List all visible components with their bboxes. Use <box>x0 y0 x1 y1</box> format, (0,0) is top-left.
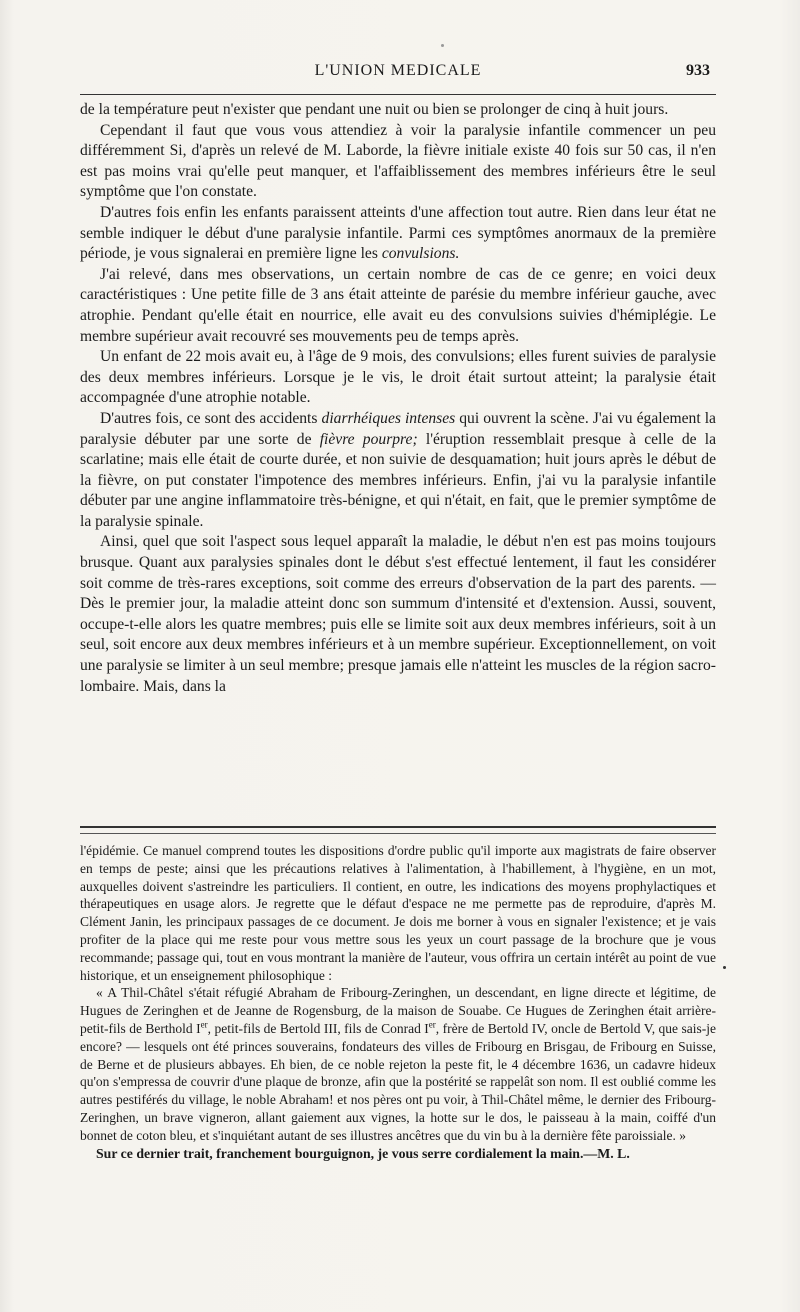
paragraph-text: D'autres fois, ce sont des accidents <box>100 409 322 427</box>
italic-term: diarrhéiques intenses <box>321 409 456 427</box>
quote-text: « A Thil-Châtel s'était réfugié Abraham de Fribourg-Zeringhen, un descendant, en ligne directe et légitime, de Hugues de Zeringhen et de Jeanne de Rogensburg, de la maison de Souabe. Ce Hugues de Zeringhen était arrière-petit-fils de Berthold I <box>80 985 716 1036</box>
footnote-quote <box>80 984 716 1144</box>
superscript: er <box>428 1019 436 1030</box>
paragraph-text: l'éruption ressemblait presque à celle de la scarlatine; mais elle était de courte durée, et non suivie de desquamation; huit jours après le début de la fièvre, on put constater l'impotence des membres inférieurs. Enfin, j'ai vu la paralysie infantile débuter par une angine inflammatoire très-bénigne, et qui n'était, en fait, que le premier symptôme de la paralysie spinale. <box>80 430 716 530</box>
italic-term: fièvre pourpre; <box>319 430 418 448</box>
paragraph: Un enfant de 22 mois avait eu, à l'âge de 9 mois, des convulsions; elles furent suivies de paralysie des deux membres inférieurs. Lorsque je le vis, le droit était surtout atteint; la paralysie était accompagnée d'une atrophie notable. <box>80 348 716 407</box>
paragraph-text: D'autres fois enfin les enfants paraissent atteints d'une affection tout autre. Rien dans leur état ne semble indiquer le début d'une paralysie infantile. Parmi ces symptômes anormaux de la première période, je vous signalerai en première ligne les <box>80 203 716 263</box>
quote-text: , petit-fils de Bertold III, fils de Conrad I <box>207 1020 429 1036</box>
journal-title: L'UNION MEDICALE <box>314 62 482 79</box>
paragraph: Cependant il faut que vous vous attendiez à voir la paralysie infantile commencer un peu différemment Si, d'après un relevé de M. Laborde, la fièvre initiale existe 40 fois sur 50 cas, il n'en est pas moins vrai qu'elle peut manquer, et l'affaiblissement des membres inférieurs être le seul symptôme que l'on constate. <box>80 121 716 201</box>
paragraph-text: qui ouvrent la scène. J'ai vu également la paralysie débuter par une sorte de <box>80 409 716 448</box>
italic-term: convulsions. <box>381 245 460 263</box>
margin-dot <box>723 966 726 969</box>
quote-text: , frère de Bertold IV, oncle de Bertold V, que sais-je encore? — lesquels ont été princes souverains, fondateurs des villes de Fribourg en Brisgau, de Fribourg en Suisse, de Berne et de plusieurs abbayes. Eh bien, de ce noble rejeton la peste fit, le 4 décembre 1636, un cadavre hideux qu'on s'empressa de couvrir d'une plaque de bronze, afin que la postérité se rappelât son nom. Il est oublié comme les autres pestiférés du village, le noble Abraham! et nos pères ont pu voir, à Thil-Châtel même, le dernier des Fribourg-Zeringhen, un brave vigneron, allant gaiement aux vignes, la hotte sur le dos, le paisseau à la main, coiffé d'un bonnet de coton bleu, et s'inquiétant autant de ses illustres ancêtres que du vin bu à la dernière fête paroissiale. » <box>80 1020 716 1143</box>
header-rule <box>80 94 716 95</box>
footnote-body <box>80 842 716 1162</box>
footnote-signoff: Sur ce dernier trait, franchement bourguignon, je vous serre cordialement la main.—M. L. <box>96 1145 630 1161</box>
superscript: er <box>200 1019 208 1030</box>
paragraph <box>80 409 716 533</box>
footnote-separator <box>80 826 716 834</box>
paragraph: de la température peut n'exister que pendant une nuit ou bien se prolonger de cinq à huit jours. <box>80 101 669 118</box>
footnote-paragraph: l'épidémie. Ce manuel comprend toutes les dispositions d'ordre public qu'il importe aux magistrats de faire observer en temps de peste; ainsi que les précautions relatives à l'alimentation, à l'habillement, à l'hygiène, en un mot, auxquelles doivent s'astreindre les particuliers. Il contient, en outre, les indications des moyens prophylactiques et thérapeutiques en usage alors. Je regrette que le défaut d'espace ne me permette pas de reproduire, d'après M. Clément Janin, les principaux passages de ce document. Je dois me borner à vous en signaler l'existence; et je vais profiter de la place qui me reste pour vous mettre sous les yeux un court passage de la brochure que je vous recommande; passage qui, tout en vous montrant la manière de l'auteur, vous offrira un certain intérêt au point de vue historique, et un enseignement philosophique : <box>80 843 716 983</box>
paragraph <box>80 203 716 265</box>
page-number: 933 <box>686 62 710 79</box>
main-body <box>80 100 716 697</box>
running-header <box>80 60 716 86</box>
paragraph: J'ai relevé, dans mes observations, un certain nombre de cas de ce genre; en voici deux caractéristiques : Une petite fille de 3 ans était atteinte de parésie du membre inférieur gauche, avec atrophie. Pendant qu'elle était en nourrice, elle avait eu des convulsions suivies d'hémiplégie. Le membre supérieur avait recouvré ses mouvements peu de temps après. <box>80 265 716 345</box>
paper-speck <box>441 44 444 47</box>
paragraph: Ainsi, quel que soit l'aspect sous lequel apparaît la maladie, le début n'en est pas moins toujours brusque. Quant aux paralysies spinales dont le début s'est effectué lentement, il faut les considérer soit comme de très-rares exceptions, soit comme des erreurs d'observation de la part des parents. — Dès le premier jour, la maladie atteint donc son summum d'intensité et d'extension. Aussi, souvent, occupe-t-elle alors les quatre membres; puis elle se limite soit aux deux membres inférieurs, soit à un seul, soit encore aux deux membres inférieurs et à un membre supérieur. Exceptionnellement, on voit une paralysie se limiter à un seul membre; presque jamais elle n'atteint les muscles de la région sacro-lombaire. Mais, dans la <box>80 533 716 695</box>
